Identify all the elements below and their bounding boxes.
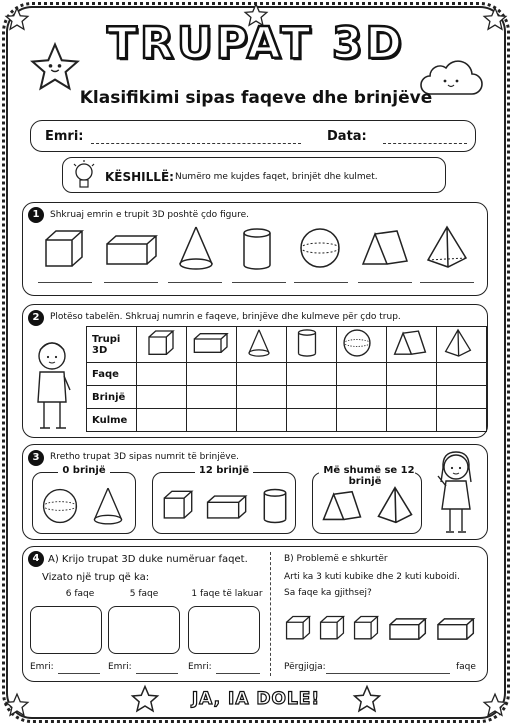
triangular-prism-icon [360,228,410,268]
page-subtitle: Klasifikimi sipas faqeve dhe brinjëve [79,88,433,108]
name-label: Emri: [45,129,84,144]
table-cell[interactable] [337,363,387,386]
section-number: 2 [28,310,44,326]
triangular-prism-icon [392,329,428,357]
girl-illustration [430,450,482,538]
table-cell[interactable] [287,386,337,409]
triangular-prism-icon[interactable] [321,489,363,523]
answer-line[interactable] [232,282,286,283]
name-answer-line[interactable] [216,673,260,674]
pyramid-icon [424,224,470,270]
sphere-icon [298,226,342,270]
cylinder-icon [240,226,274,272]
cone-icon[interactable] [91,485,125,527]
category-zero-edges [32,465,136,534]
table-cell[interactable] [387,409,437,432]
table-cell[interactable] [287,409,337,432]
lightbulb-icon [71,160,97,192]
cone-icon [176,224,216,272]
answer-line[interactable] [104,282,158,283]
table-cell[interactable] [137,409,187,432]
drawing-box[interactable] [30,606,102,654]
table-cell[interactable] [137,363,187,386]
table-cell[interactable] [437,363,487,386]
answer-unit: faqe [456,662,476,672]
category-label: 0 brinjë [58,465,109,476]
answer-line[interactable] [294,282,348,283]
section-number: 4 [28,551,44,567]
cylinder-icon[interactable] [261,487,289,525]
problem-text: Arti ka 3 kuti kubike dhe 2 kuti kuboidi. [284,572,460,582]
table-cell[interactable] [437,386,487,409]
sphere-icon[interactable] [41,487,79,525]
drawing-box[interactable] [188,606,260,654]
box-label: 1 faqe të lakuar [191,589,263,599]
name-answer-line[interactable] [136,673,178,674]
table-cell[interactable] [437,409,487,432]
answer-line[interactable] [168,282,222,283]
name-label: Emri: [30,662,54,672]
category-more-than-twelve-edges [312,465,422,534]
cuboid-icon [192,331,230,355]
part-a-title: A) Krijo trupat 3D duke numëruar faqet. [48,554,248,565]
cube-icon [42,228,86,270]
pyramid-icon[interactable] [375,485,415,525]
problem-question: Sa faqe ka gjithsej? [284,588,372,598]
date-label: Data: [327,129,367,144]
row-header: Faqe [87,363,137,386]
tip-label: KËSHILLË: [105,170,174,184]
page-title: TRUPAT 3D [107,18,405,69]
row-header: Brinjë [87,386,137,409]
section-divider [270,552,271,676]
answer-line[interactable] [358,282,412,283]
drawing-box[interactable] [108,606,180,654]
answer-line[interactable] [326,673,450,674]
cube-icon [284,614,312,642]
name-answer-line[interactable] [58,673,100,674]
section-instruction: Shkruaj emrin e trupit 3D poshtë çdo figure. [50,210,249,220]
section-number: 3 [28,450,44,466]
answer-label: Përgjigja: [284,662,326,672]
box-label: 5 faqe [129,589,159,599]
cuboid-icon [104,232,160,268]
category-label: 12 brinjë [195,465,253,476]
cube-icon [142,329,180,357]
table-cell[interactable] [337,386,387,409]
table-cell[interactable] [387,386,437,409]
date-field[interactable] [383,143,467,144]
table-cell[interactable] [237,409,287,432]
cylinder-icon [292,328,322,358]
cone-icon [242,328,276,358]
row-header: Trupi 3D [87,327,137,363]
category-twelve-edges [152,465,296,534]
section-number: 1 [28,207,44,223]
table-cell[interactable] [187,386,237,409]
table-cell[interactable] [187,409,237,432]
sphere-icon [342,328,372,358]
table-cell[interactable] [137,386,187,409]
pyramid-icon [442,328,474,358]
name-date-bar [30,120,476,152]
table-cell[interactable] [187,363,237,386]
cube-icon [318,614,346,642]
properties-table [86,326,487,432]
cuboid-icon [434,616,478,642]
name-label: Emri: [108,662,132,672]
section-instruction: Rretho trupat 3D sipas numrit të brinjëve. [50,452,239,462]
table-cell[interactable] [237,363,287,386]
boy-illustration [28,336,76,436]
tip-text: Numëro me kujdes faqet, brinjët dhe kulmet. [175,172,378,182]
part-b-title: B) Problemë e shkurtër [284,554,388,564]
section-instruction: Plotëso tabelën. Shkruaj numrin e faqeve, brinjëve dhe kulmeve për çdo trup. [50,312,401,322]
name-label: Emri: [188,662,212,672]
cube-icon [352,614,380,642]
category-label: Më shumë se 12 brinjë [319,465,414,487]
name-field[interactable] [91,143,301,144]
table-cell[interactable] [387,363,437,386]
footer-message: JA, IA DOLE! [191,689,321,709]
box-label: 6 faqe [65,589,95,599]
cuboid-icon [386,616,430,642]
row-header: Kulme [87,409,137,432]
answer-line[interactable] [420,282,474,283]
table-cell[interactable] [237,386,287,409]
answer-line[interactable] [38,282,92,283]
cuboid-icon[interactable] [205,493,249,521]
table-cell[interactable] [337,409,387,432]
tip-box [62,157,446,193]
part-a-instruction: Vizato një trup që ka: [42,572,150,583]
cube-icon[interactable] [161,489,195,521]
table-cell[interactable] [287,363,337,386]
